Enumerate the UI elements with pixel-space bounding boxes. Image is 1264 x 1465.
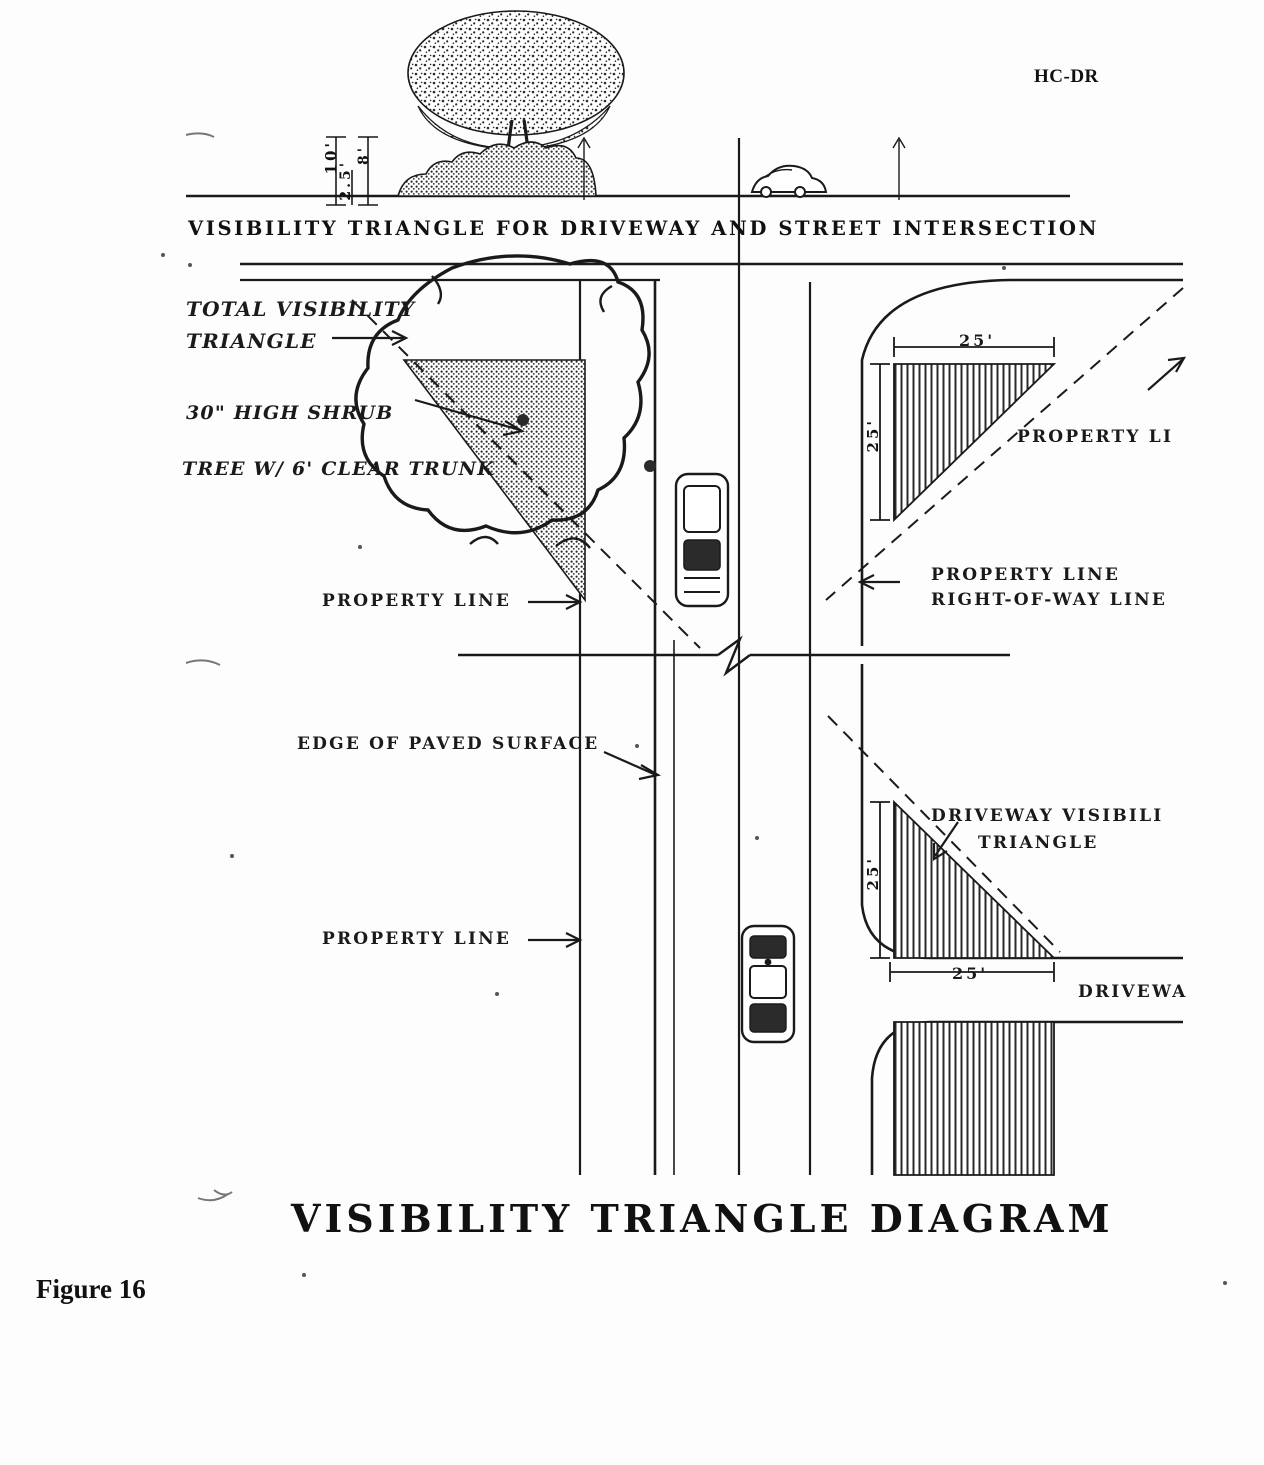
- section-banner: VISIBILITY TRIANGLE FOR DRIVEWAY AND STREET INTERSECTION: [188, 217, 1100, 240]
- shrub-label: 30" HIGH SHRUB: [186, 402, 394, 424]
- property-line-label-right: PROPERTY LI: [1017, 427, 1174, 447]
- tree-label: TREE W/ 6' CLEAR TRUNK: [182, 458, 495, 480]
- driveway-label: DRIVEWA: [1078, 982, 1188, 1002]
- property-line-row-label-line2: RIGHT-OF-WAY LINE: [931, 590, 1167, 610]
- dimension-bottom-horizontal: 25': [952, 964, 989, 983]
- driveway-visibility-triangle-label-line2: TRIANGLE: [978, 833, 1099, 853]
- dimension-top-horizontal: 25': [959, 331, 996, 350]
- dim-8ft: 8': [356, 145, 372, 166]
- edge-of-paved-surface-label: EDGE OF PAVED SURFACE: [297, 734, 600, 754]
- figure-label: Figure 16: [36, 1274, 146, 1304]
- total-visibility-triangle-label-line2: TRIANGLE: [186, 329, 317, 353]
- property-line-label-lower: PROPERTY LINE: [322, 929, 511, 949]
- property-line-label-upper: PROPERTY LINE: [322, 591, 511, 611]
- dimension-top-vertical: 25': [864, 418, 882, 453]
- diagram-title: VISIBILITY TRIANGLE DIAGRAM: [291, 1196, 1114, 1241]
- dim-10ft: 10': [322, 140, 340, 175]
- sheet-code: HC-DR: [1034, 66, 1099, 87]
- property-line-row-label-line1: PROPERTY LINE: [931, 565, 1120, 585]
- driveway-visibility-triangle-label-line1: DRIVEWAY VISIBILI: [931, 806, 1164, 826]
- dim-2-5ft: 2.5': [338, 160, 354, 201]
- dimension-bottom-vertical: 25': [864, 856, 882, 891]
- total-visibility-triangle-label-line1: TOTAL VISIBILITY: [186, 297, 416, 321]
